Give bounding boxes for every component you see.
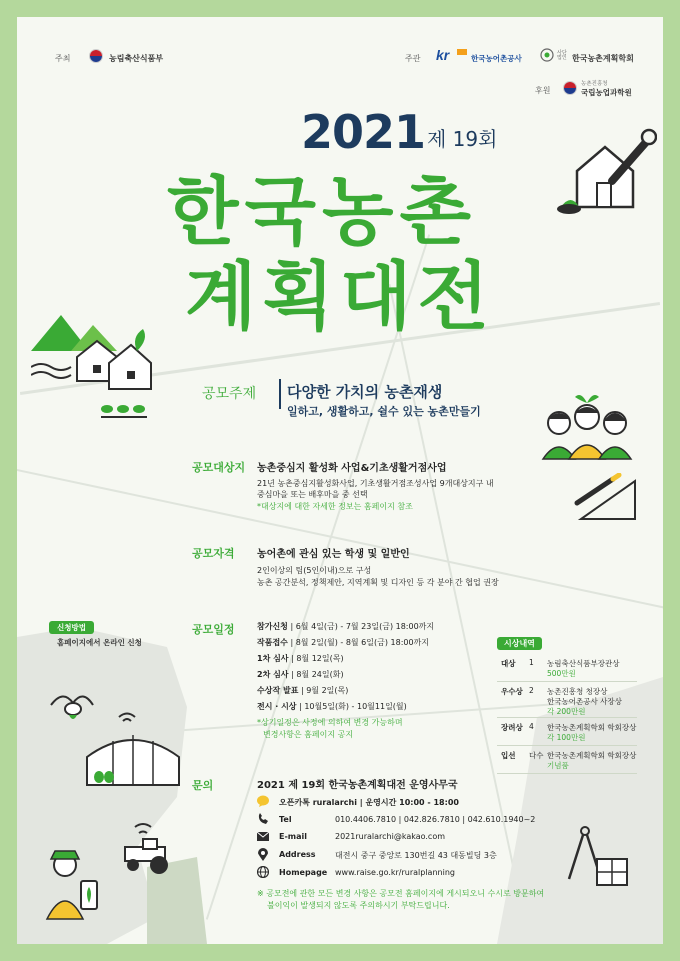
tractor-icon [121, 821, 171, 877]
award-prize: 각 200만원 [547, 707, 586, 716]
award-count: 1 [529, 658, 534, 667]
schedule-item-key: 전시 · 시상 [257, 702, 297, 711]
qualification-headline: 농어촌에 관심 있는 학생 및 일반인 [257, 549, 410, 560]
qualification-desc1: 2인이상의 팀(5인이내)으로 구성 [257, 566, 372, 575]
theme-divider [279, 379, 281, 409]
theme-sub: 일하고, 생활하고, 쉴수 있는 농촌만들기 [287, 405, 481, 418]
schedule-note2: 변경사항은 홈페이지 공지 [263, 730, 354, 739]
schedule-item-key: 수상작 발표 [257, 686, 299, 695]
award-org: 농촌진흥청 청장상 [547, 687, 608, 696]
wifi-icon [117, 711, 137, 725]
sponsor-org: 국립농업과학원 [581, 88, 632, 97]
title-edition: 제 19회 [427, 127, 498, 151]
schedule-separator: | [287, 622, 296, 631]
title-line2: 계획대전 [185, 254, 495, 340]
contact-homepage-key: Homepage [279, 868, 328, 877]
awards-list [497, 656, 637, 774]
sponsor-label: 후원 [535, 86, 551, 95]
award-rank: 장려상 [501, 723, 523, 732]
award-prize: 각 100만원 [547, 733, 586, 742]
schedule-item-key: 2차 심사 [257, 670, 289, 679]
contact-tel-value: 010.4406.7810 | 042.826.7810 | 042.610.1940~2 [335, 815, 536, 824]
target-label: 공모대상지 [192, 461, 246, 474]
schedule-separator: | [296, 702, 305, 711]
qualification-desc2: 농촌 공간분석, 정책제안, 지역계획 및 디자인 등 각 분야 간 협업 권장 [257, 578, 499, 587]
kakao-talk-icon [257, 795, 269, 807]
svg-text:kr: kr [436, 47, 450, 63]
poster [17, 17, 663, 944]
village-houses-icon [31, 311, 153, 421]
phone-icon [257, 813, 269, 825]
schedule-label: 공모일정 [192, 623, 235, 636]
compass-tool-icon [563, 823, 633, 893]
government-emblem-icon [563, 81, 577, 95]
organizer-org2: 한국농촌계획학회 [572, 54, 634, 63]
society-seal-icon [540, 48, 554, 62]
organizer-org1: 한국농어촌공사 [471, 54, 522, 63]
target-desc2: 중심마을 또는 배후마을 중 선택 [257, 490, 368, 499]
award-prize: 기념품 [547, 761, 569, 770]
contact-note2: 불이익이 발생되지 않도록 주의하시기 부탁드립니다. [267, 901, 450, 910]
contact-address-key: Address [279, 850, 316, 859]
schedule-separator: | [288, 670, 297, 679]
title-line1: 한국농촌 [167, 169, 477, 255]
award-count: 4 [529, 722, 534, 731]
krc-logo-icon [435, 47, 469, 63]
award-org: 한국농촌계획학회 학회장상 [547, 723, 637, 732]
contact-address-value: 대전시 중구 중앙로 130번길 43 대동빌딩 3층 [335, 851, 497, 860]
contact-email-value: 2021ruralarchi@kakao.com [335, 832, 446, 841]
contact-label: 문의 [192, 779, 214, 792]
title-year: 2021 [301, 105, 426, 159]
schedule-separator: | [298, 686, 307, 695]
award-row [497, 684, 637, 718]
schedule-item [257, 637, 429, 648]
award-rank: 우수상 [501, 687, 523, 696]
people-group-icon [537, 389, 637, 461]
qualification-label: 공모자격 [192, 547, 235, 560]
award-row [497, 720, 637, 746]
contact-title: 2021 제 19회 한국농촌계획대전 운영사무국 [257, 780, 458, 791]
awards-label: 시상내역 [497, 637, 542, 650]
schedule-item [257, 653, 344, 664]
contact-email-key: E-mail [279, 832, 308, 841]
schedule-separator: | [287, 638, 296, 647]
award-rank: 입선 [501, 751, 516, 760]
schedule-separator: | [288, 654, 297, 663]
organizer-label: 주관 [405, 54, 421, 63]
award-row [497, 656, 637, 682]
award-org: 농림축산식품부장관상 [547, 659, 620, 668]
awards-panel [497, 637, 637, 774]
email-icon [257, 832, 269, 842]
host-label: 주최 [55, 54, 71, 63]
award-prize: 500만원 [547, 669, 576, 678]
globe-icon [257, 866, 269, 878]
schedule-note1: *상기일정은 사정에 의하여 변경 가능하며 [257, 718, 403, 727]
theme-main: 다양한 가치의 농촌재생 [287, 383, 443, 401]
schedule-item [257, 669, 344, 680]
schedule-item-value: 8월 24일(화) [296, 670, 344, 679]
award-rank: 대상 [501, 659, 516, 668]
apply-desc: 홈페이지에서 온라인 신청 [57, 638, 142, 647]
schedule-item-value: 8월 12일(목) [296, 654, 344, 663]
schedule-item-key: 참가신청 [257, 622, 288, 631]
contact-homepage-link[interactable]: www.raise.go.kr/ruralplanning [335, 868, 455, 877]
schedule-item-key: 1차 심사 [257, 654, 289, 663]
contact-tel-key: Tel [279, 815, 292, 824]
government-emblem-icon [89, 49, 103, 63]
award-org2: 한국농어촌공사 사장상 [547, 697, 622, 706]
ruler-pencil-icon [573, 473, 643, 523]
award-count: 2 [529, 686, 534, 695]
schedule-item-value: 10월5일(화) - 10월11일(월) [304, 702, 407, 711]
contact-kakao: 오픈카톡 ruralarchi | 운영시간 10:00 - 18:00 [279, 798, 459, 807]
schedule-item-value: 9월 2일(목) [306, 686, 349, 695]
award-org: 한국농촌계획학회 학회장상 [547, 751, 637, 760]
drone-icon [47, 685, 97, 725]
contact-note1: ※ 공모전에 관한 모든 변경 사항은 공모전 홈페이지에 게시되오니 수시로 방문하여 [257, 889, 545, 898]
target-desc1: 21년 농촌중심지활성화사업, 기초생활거점조성사업 9개대상지구 내 [257, 479, 494, 488]
schedule-item [257, 685, 348, 696]
apply-label: 신청방법 [49, 621, 94, 634]
schedule-item [257, 621, 434, 632]
schedule-item-value: 6월 4일(금) - 7월 23일(금) 18:00까지 [295, 622, 435, 631]
target-headline: 농촌중심지 활성화 사업&기초생활거점사업 [257, 463, 447, 474]
target-note: *대상지에 대한 자세한 정보는 홈페이지 참조 [257, 502, 413, 511]
house-wrench-icon [557, 121, 657, 217]
award-count: 다수 [529, 751, 544, 760]
farmer-phone-icon [45, 843, 101, 923]
organizer-org2-prefix: 사단법인 [557, 50, 567, 61]
host-org: 농림축산식품부 [109, 54, 164, 63]
sponsor-org-top: 농촌진흥청 [581, 81, 608, 87]
schedule-item [257, 701, 407, 712]
theme-label: 공모주제 [202, 386, 257, 402]
greenhouse-icon [83, 729, 183, 789]
schedule-item-key: 작품접수 [257, 638, 288, 647]
location-pin-icon [258, 848, 268, 861]
award-row [497, 748, 637, 774]
schedule-item-value: 8월 2일(월) - 8월 6일(금) 18:00까지 [295, 638, 430, 647]
